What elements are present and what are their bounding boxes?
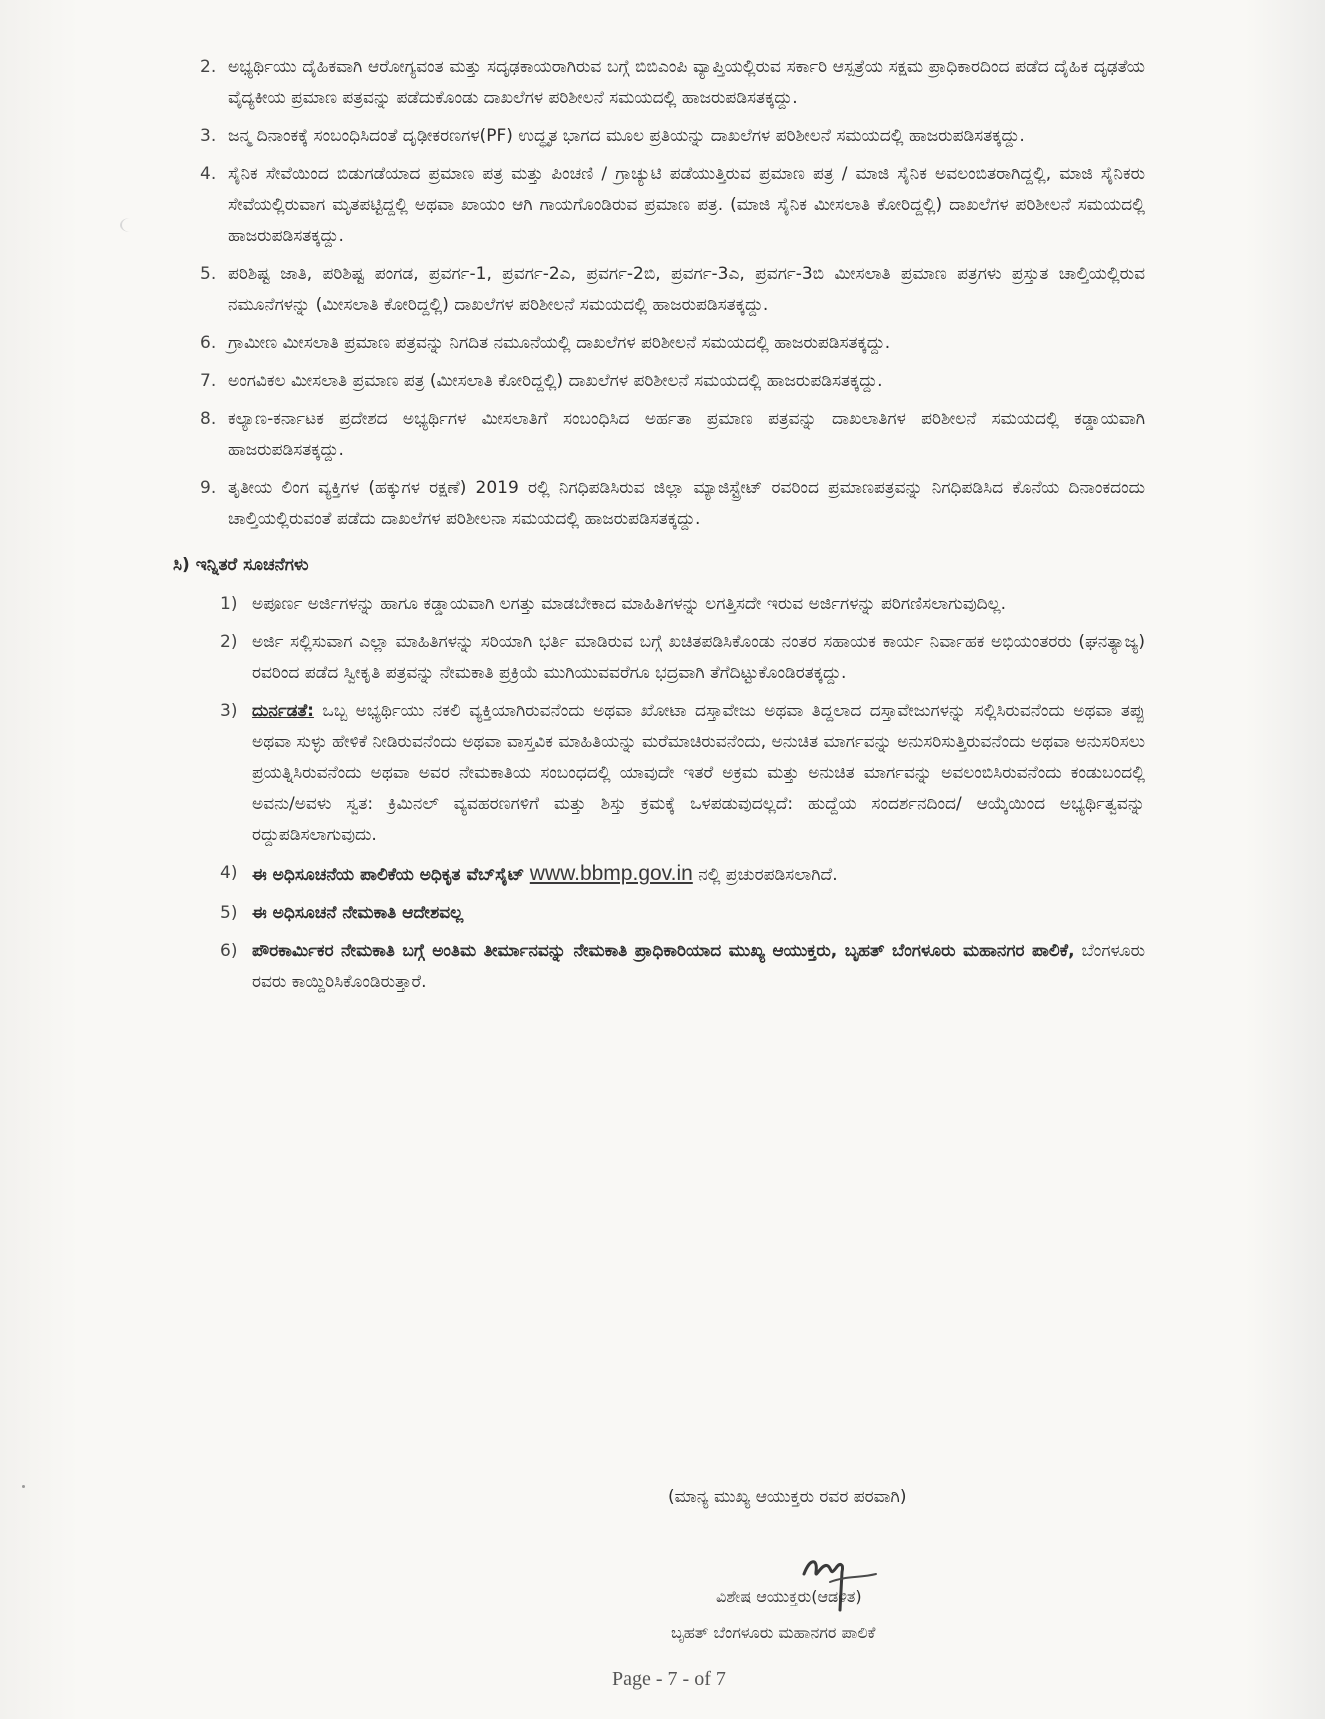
list-item: 1) ಅಪೂರ್ಣ ಅರ್ಜಿಗಳನ್ನು ಹಾಗೂ ಕಡ್ಡಾಯವಾಗಿ ಲಗತ್ತು ಮಾಡಬೇಕಾದ ಮಾಹಿತಿಗಳನ್ನು ಲಗತ್ತಿಸದೇ ಇರುವ ಅರ್ಜಿಗಳನ್ನು ಪರಿಗಣಿಸಲಾಗುವುದಿಲ್ಲ. [220,594,1007,614]
scan-speck [22,1485,25,1488]
signatory-organization: ಬೃಹತ್ ಬೆಂಗಳೂರು ಮಹಾನಗರ ಪಾಲಿಕೆ [671,1623,876,1642]
list-item: 3) ದುರ್ನಡತೆ: ಒಬ್ಬ ಅಭ್ಯರ್ಥಿಯು ನಕಲಿ ವ್ಯಕ್ತಿಯಾಗಿರುವನೆಂದು ಅಥವಾ ಖೋಟಾ ದಸ್ತಾವೇಜು ಅಥವಾ ತಿದ್ದಲಾದ ದಸ್ತಾವೇಜುಗಳನ್ನು ಸಲ್ಲಿಸಿರುವನೆಂದು ಅಥವಾ ತಪ್ಪು ಅಥವಾ ಸುಳ್ಳು ಹೇಳಿಕೆ ನೀಡಿರುವನೆಂದು ಅಥವಾ ವಾಸ್ತವಿಕ ಮಾಹಿತಿಯನ್ನು ಮರೆಮಾಚಿರುವನೆಂದು, ಅನುಚಿತ ಮಾರ್ಗವನ್ನು ಅನುಸರಿಸುತ್ತಿರುವನೆಂದು ಅಥವಾ ಅನುಸರಿಸಲು ಪ್ರಯತ್ನಿಸಿರುವನೆಂದು ಅಥವಾ ಅವರ ನೇಮಕಾತಿಯ ಸಂಬಂಧದಲ್ಲಿ ಯಾವುದೇ ಇತರೆ ಅಕ್ರಮ ಮತ್ತು ಅನುಚಿತ ಮಾರ್ಗವನ್ನು ಅವಲಂಬಿಸಿರುವನೆಂದು ಕಂಡುಬಂದಲ್ಲಿ ಅವನು/ಅವಳು ಸ್ವತ: ಕ್ರಿಮಿನಲ್ ವ್ಯವಹರಣಗಳಿಗೆ ಮತ್ತು ಶಿಸ್ತು ಕ್ರಮಕ್ಕೆ ಒಳಪಡುವುದಲ್ಲದೆ: ಹುದ್ದೆಯ ಸಂದರ್ಶನದಿಂದ/ ಆಯ್ಕೆಯಿಂದ ಅಭ್ಯರ್ಥಿತ್ವವನ್ನು ರದ್ದುಪಡಿಸಲಾಗುವುದು. [220,701,1145,845]
list-item: 9. ತೃತೀಯ ಲಿಂಗ ವ್ಯಕ್ತಿಗಳ (ಹಕ್ಕುಗಳ ರಕ್ಷಣೆ) 2019 ರಲ್ಲಿ ನಿಗಧಿಪಡಿಸಿರುವ ಜಿಲ್ಲಾ ಮ್ಯಾಜಿಸ್ಟ್ರೇಟ್ ರವರಿಂದ ಪ್ರಮಾಣಪತ್ರವನ್ನು ನಿಗಧಿಪಡಿಸಿದ ಕೊನೆಯ ದಿನಾಂಕದಂದು ಚಾಲ್ತಿಯಲ್ಲಿರುವಂತೆ ಪಡೆದು ದಾಖಲೆಗಳ ಪರಿಶೀಲನಾ ಸಮಯದಲ್ಲಿ ಹಾಜರುಪಡಿಸತಕ್ಕದ್ದು. [200,478,1145,529]
section-c-heading: ಸಿ) ಇನ್ನಿತರೆ ಸೂಚನೆಗಳು [173,555,309,575]
misconduct-label: ದುರ್ನಡತೆ: [252,701,314,721]
page-number: Page - 7 - of 7 [612,1668,726,1690]
scan-mark [120,218,140,232]
list-item: 2. ಅಭ್ಯರ್ಥಿಯು ದೈಹಿಕವಾಗಿ ಆರೋಗ್ಯವಂತ ಮತ್ತು ಸದೃಢಕಾಯರಾಗಿರುವ ಬಗ್ಗೆ ಬಿಬಿಎಂಪಿ ವ್ಯಾಪ್ತಿಯಲ್ಲಿರುವ ಸರ್ಕಾರಿ ಆಸ್ಪತ್ರೆಯ ಸಕ್ಷಮ ಪ್ರಾಧಿಕಾರದಿಂದ ಪಡೆದ ದೈಹಿಕ ದೃಢತೆಯ ವೈದ್ಯಕೀಯ ಪ್ರಮಾಣ ಪತ್ರವನ್ನು ಪಡೆದುಕೊಂಡು ದಾಖಲೆಗಳ ಪರಿಶೀಲನೆ ಸಮಯದಲ್ಲಿ ಹಾಜರುಪಡಿಸತಕ್ಕದ್ದು. [200,57,1145,108]
list-item: 2) ಅರ್ಜಿ ಸಲ್ಲಿಸುವಾಗ ಎಲ್ಲಾ ಮಾಹಿತಿಗಳನ್ನು ಸರಿಯಾಗಿ ಭರ್ತಿ ಮಾಡಿರುವ ಬಗ್ಗೆ ಖಚಿತಪಡಿಸಿಕೊಂಡು ನಂತರ ಸಹಾಯಕ ಕಾರ್ಯ ನಿರ್ವಾಹಕ ಅಭಿಯಂತರರು (ಘನತ್ಯಾಜ್ಯ) ರವರಿಂದ ಪಡೆದ ಸ್ವೀಕೃತಿ ಪತ್ರವನ್ನು ನೇಮಕಾತಿ ಪ್ರಕ್ರಿಯೆ ಮುಗಿಯುವವರೆಗೂ ಭದ್ರವಾಗಿ ತೆಗೆದಿಟ್ಟುಕೊಂಡಿರತಕ್ಕದ್ದು. [220,632,1145,683]
list-item: 7. ಅಂಗವಿಕಲ ಮೀಸಲಾತಿ ಪ್ರಮಾಣ ಪತ್ರ (ಮೀಸಲಾತಿ ಕೋರಿದ್ದಲ್ಲಿ) ದಾಖಲೆಗಳ ಪರಿಶೀಲನೆ ಸಮಯದಲ್ಲಿ ಹಾಜರುಪಡಿಸತಕ್ಕದ್ದು. [200,371,883,391]
list-item: 4. ಸೈನಿಕ ಸೇವೆಯಿಂದ ಬಿಡುಗಡೆಯಾದ ಪ್ರಮಾಣ ಪತ್ರ ಮತ್ತು ಪಿಂಚಣಿ / ಗ್ರಾಚ್ಯುಟಿ ಪಡೆಯುತ್ತಿರುವ ಪ್ರಮಾಣ ಪತ್ರ / ಮಾಜಿ ಸೈನಿಕ ಅವಲಂಬಿತರಾಗಿದ್ದಲ್ಲಿ, ಮಾಜಿ ಸೈನಿಕರು ಸೇವೆಯಲ್ಲಿರುವಾಗ ಮೃತಪಟ್ಟಿದ್ದಲ್ಲಿ ಅಥವಾ ಖಾಯಂ ಆಗಿ ಗಾಯಗೊಂಡಿರುವ ಪ್ರಮಾಣ ಪತ್ರ. (ಮಾಜಿ ಸೈನಿಕ ಮೀಸಲಾತಿ ಕೋರಿದ್ದಲ್ಲಿ) ದಾಖಲೆಗಳ ಪರಿಶೀಲನೆ ಸಮಯದಲ್ಲಿ ಹಾಜರುಪಡಿಸತಕ್ಕದ್ದು. [200,164,1145,246]
website-link[interactable]: www.bbmp.gov.in [529,862,693,885]
signatory-designation: ವಿಶೇಷ ಆಯುಕ್ತರು(ಆಡಳಿತ) [716,1587,862,1606]
list-item: 5) ಈ ಅಧಿಸೂಚನೆ ನೇಮಕಾತಿ ಆದೇಶವಲ್ಲ [220,903,464,923]
section-c-list [200,589,1145,998]
list-item: 8. ಕಲ್ಯಾಣ-ಕರ್ನಾಟಕ ಪ್ರದೇಶದ ಅಭ್ಯರ್ಥಿಗಳ ಮೀಸಲಾತಿಗೆ ಸಂಬಂಧಿಸಿದ ಅರ್ಹತಾ ಪ್ರಮಾಣ ಪತ್ರವನ್ನು ದಾಖಲಾತಿಗಳ ಪರಿಶೀಲನೆ ಸಮಯದಲ್ಲಿ ಕಡ್ಡಾಯವಾಗಿ ಹಾಜರುಪಡಿಸತಕ್ಕದ್ದು. [200,409,1145,460]
list-item: 6) ಪೌರಕಾರ್ಮಿಕರ ನೇಮಕಾತಿ ಬಗ್ಗೆ ಅಂತಿಮ ತೀರ್ಮಾನವನ್ನು ನೇಮಕಾತಿ ಪ್ರಾಧಿಕಾರಿಯಾದ ಮುಖ್ಯ ಆಯುಕ್ತರು, ಬೃಹತ್ ಬೆಂಗಳೂರು ಮಹಾನಗರ ಪಾಲಿಕೆ, ಬೆಂಗಳೂರು ರವರು ಕಾಯ್ದಿರಿಸಿಕೊಂಡಿರುತ್ತಾರೆ. [220,941,1145,992]
on-behalf-line: (ಮಾನ್ಯ ಮುಖ್ಯ ಆಯುಕ್ತರು ರವರ ಪರವಾಗಿ) [668,1487,907,1507]
list-item: 6. ಗ್ರಾಮೀಣ ಮೀಸಲಾತಿ ಪ್ರಮಾಣ ಪತ್ರವನ್ನು ನಿಗದಿತ ನಮೂನೆಯಲ್ಲಿ ದಾಖಲೆಗಳ ಪರಿಶೀಲನೆ ಸಮಯದಲ್ಲಿ ಹಾಜರುಪಡಿಸತಕ್ಕದ್ದು. [200,333,891,353]
list-item: 4) ಈ ಅಧಿಸೂಚನೆಯ ಪಾಲಿಕೆಯ ಅಧಿಕೃತ ವೆಬ್‌ಸೈಟ್ www.bbmp.gov.in ನಲ್ಲಿ ಪ್ರಚುರಪಡಿಸಲಾಗಿದೆ. [220,862,838,885]
list-item: 5. ಪರಿಶಿಷ್ಟ ಜಾತಿ, ಪರಿಶಿಷ್ಟ ಪಂಗಡ, ಪ್ರವರ್ಗ-1, ಪ್ರವರ್ಗ-2ಎ, ಪ್ರವರ್ಗ-2ಬಿ, ಪ್ರವರ್ಗ-3ಎ, ಪ್ರವರ್ಗ-3ಬಿ ಮೀಸಲಾತಿ ಪ್ರಮಾಣ ಪತ್ರಗಳು ಪ್ರಸ್ತುತ ಚಾಲ್ತಿಯಲ್ಲಿರುವ ನಮೂನೆಗಳನ್ನು (ಮೀಸಲಾತಿ ಕೋರಿದ್ದಲ್ಲಿ) ದಾಖಲೆಗಳ ಪರಿಶೀಲನೆ ಸಮಯದಲ್ಲಿ ಹಾಜರುಪಡಿಸತಕ್ಕದ್ದು. [200,264,1145,315]
list-item: 3. ಜನ್ಮ ದಿನಾಂಕಕ್ಕೆ ಸಂಬಂಧಿಸಿದಂತೆ ದೃಢೀಕರಣಗಳ(PF) ಉದ್ಧೃತ ಭಾಗದ ಮೂಲ ಪ್ರತಿಯನ್ನು ದಾಖಲೆಗಳ ಪರಿಶೀಲನೆ ಸಮಯದಲ್ಲಿ ಹಾಜರುಪಡಿಸತಕ್ಕದ್ದು. [200,126,1025,146]
document-body [173,52,1145,1005]
section-b-list [200,52,1145,535]
